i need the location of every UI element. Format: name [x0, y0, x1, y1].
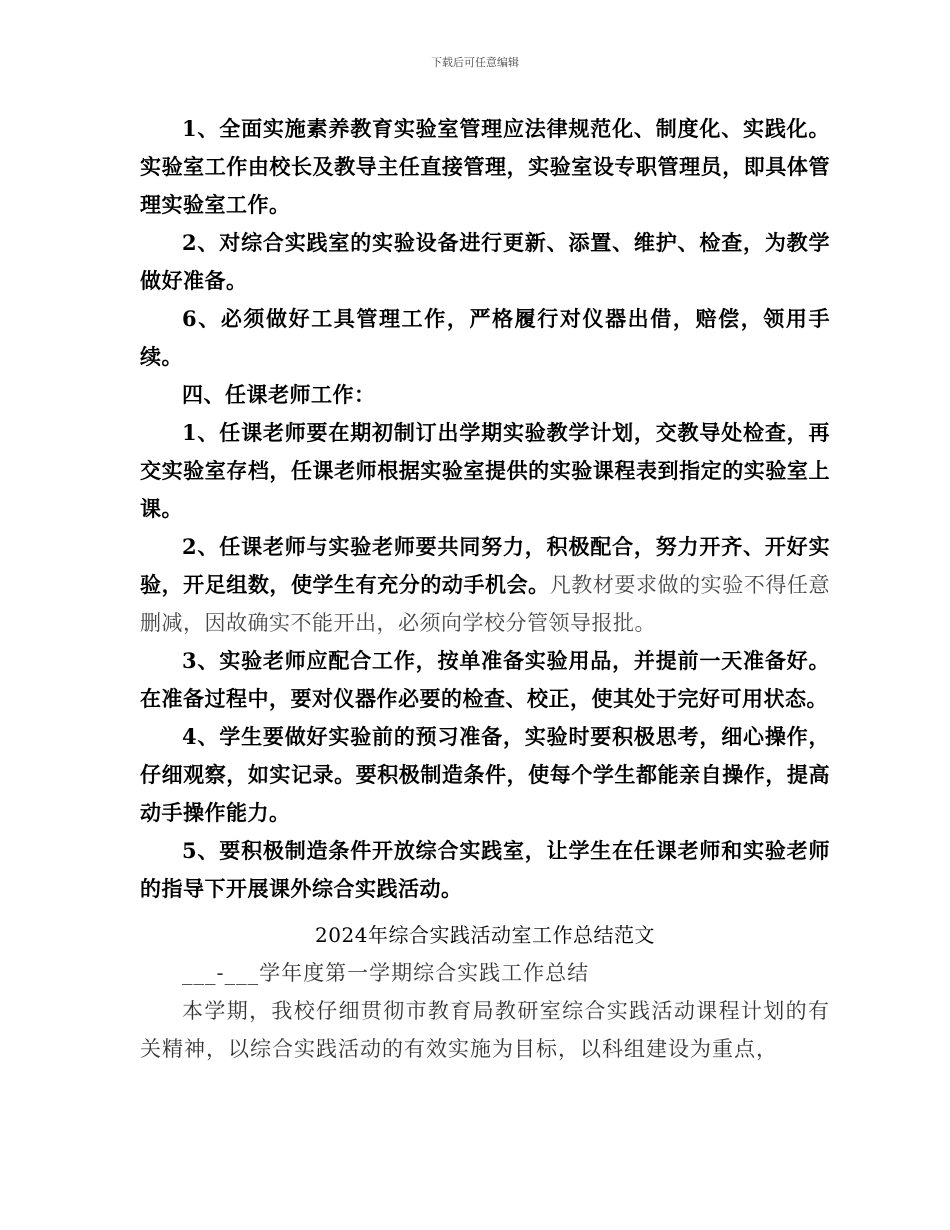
paragraph-text: 5、要积极制造条件开放综合实践室，让学生在任课老师和实验老师的指导下开展课外综合实践活动。 — [140, 838, 830, 901]
paragraph-8 — [140, 718, 830, 832]
paragraph-text: 3、实验老师应配合工作，按单准备实验用品，并提前一天准备好。在准备过程中，要对仪器作必要的检查、校正，使其处于完好可用状态。 — [140, 648, 830, 711]
paragraph-9 — [140, 832, 830, 908]
paragraph-text: 1、全面实施素养教育实验室管理应法律规范化、制度化、实践化。实验室工作由校长及教导主任直接管理，实验室设专职管理员，即具体管理实验室工作。 — [140, 116, 830, 217]
paragraph-text: 2、任课老师与实验老师要共同努力，积极配合，努力开齐、开好实验，开足组数，使学生有充分的动手机会。 — [140, 534, 830, 597]
paragraph-5 — [140, 414, 830, 528]
paragraph-3 — [140, 300, 830, 376]
summary-intro: 本学期，我校仔细贯彻市教育局教研室综合实践活动课程计划的有关精神，以综合实践活动的有效实施为目标，以科组建设为重点， — [140, 999, 830, 1061]
paragraph-7 — [140, 642, 830, 718]
paragraph-text: 6、必须做好工具管理工作，严格履行对仪器出借，赔偿，领用手续。 — [140, 306, 830, 369]
document-body — [140, 110, 830, 1068]
summary-subtitle: ___-___学年度第一学期综合实践工作总结 — [182, 961, 590, 985]
section-heading-teachers — [140, 376, 830, 414]
section-title: 2024年综合实践活动室工作总结范文 — [315, 923, 655, 947]
paragraph-1 — [140, 110, 830, 224]
paragraph-text: 四、任课老师工作： — [182, 382, 376, 407]
paragraph-2 — [140, 224, 830, 300]
page-header-note: 下载后可任意编辑 — [431, 56, 519, 69]
paragraph-text: 4、学生要做好实验前的预习准备，实验时要积极思考，细心操作，仔细观察，如实记录。要积极制造条件，使每个学生都能亲自操作，提高动手操作能力。 — [140, 724, 830, 825]
paragraph-text-light: 凡教材要求做的实验不得任意删减，因故确实不能开出，必须向学校分管领导报批。 — [140, 573, 831, 635]
paragraph-6 — [140, 528, 830, 642]
paragraph-text: 2、对综合实践室的实验设备进行更新、添置、维护、检查，为教学做好准备。 — [140, 230, 830, 293]
paragraph-text: 1、任课老师要在期初制订出学期实验教学计划，交教导处检查，再交实验室存档，任课老师根据实验室提供的实验课程表到指定的实验室上课。 — [140, 420, 830, 521]
